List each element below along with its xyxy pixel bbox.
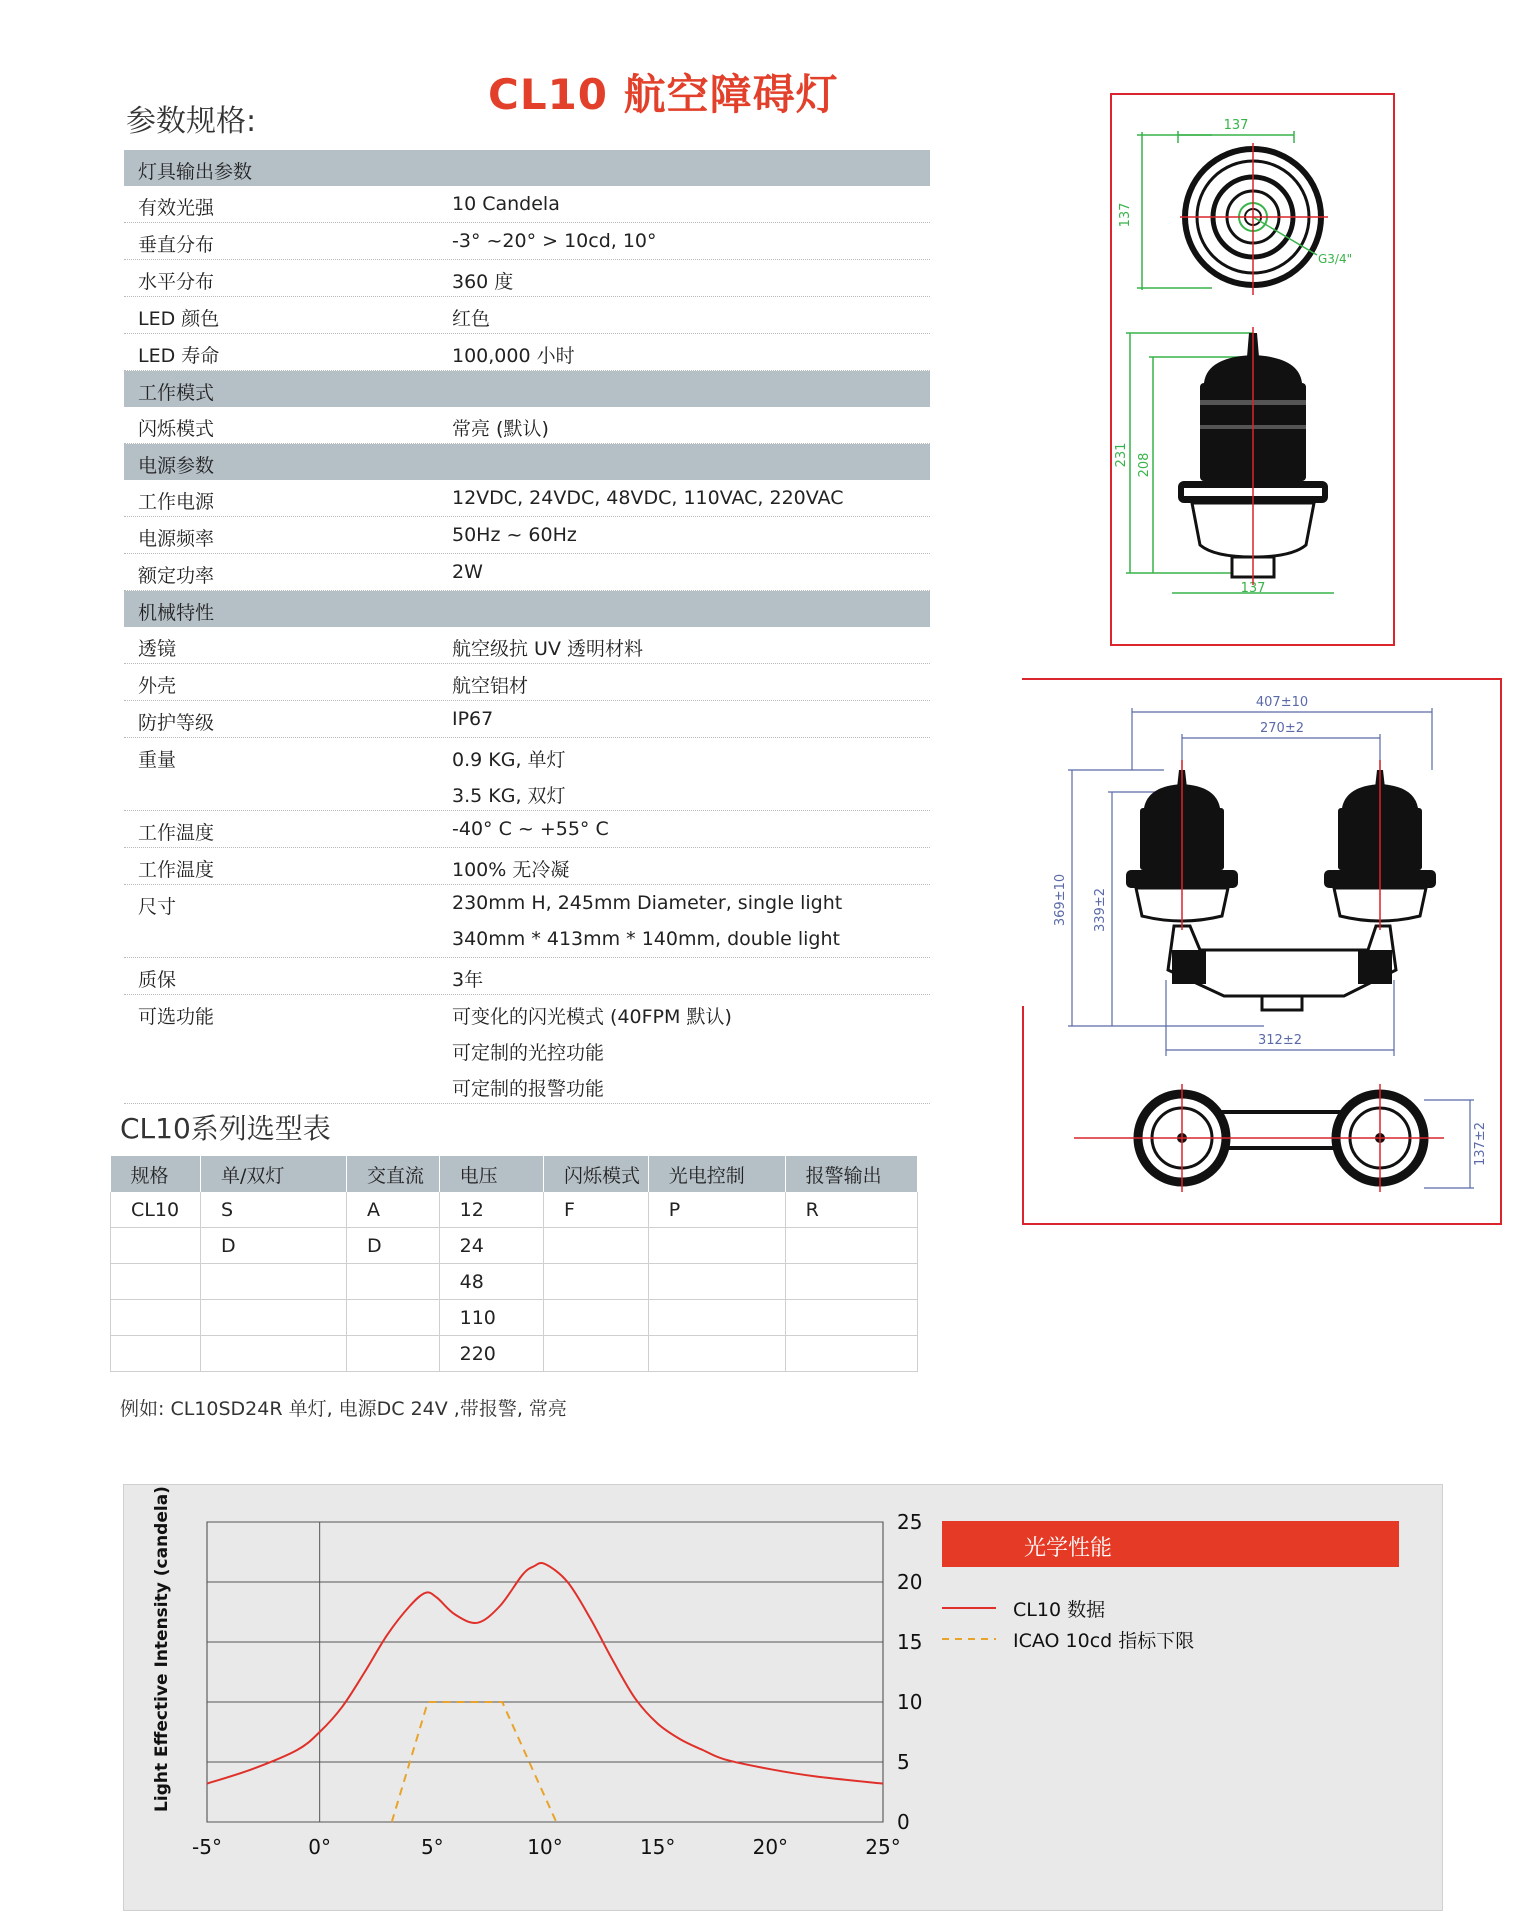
spec-value: 50Hz ~ 60Hz [452,524,577,546]
selection-cell: 24 [439,1228,543,1264]
selection-cell [543,1300,648,1336]
spec-value: 可定制的报警功能 [452,1078,605,1100]
selection-example: 例如: CL10SD24R 单灯, 电源DC 24V ,带报警, 常亮 [120,1398,567,1420]
selection-row [111,1300,918,1336]
spec-value: 2W [452,561,483,583]
spec-row [124,627,930,664]
x-tick-label: 0° [308,1835,332,1859]
selection-cell: 48 [439,1264,543,1300]
spec-value: 可变化的闪光模式 (40FPM 默认) [452,1006,732,1028]
selection-cell: R [785,1192,917,1228]
chart-title-bar [942,1521,1399,1567]
spec-label: 工作温度 [138,822,215,844]
y-tick-label: 10 [897,1690,923,1714]
spec-row [124,921,930,958]
page-title: CL10 航空障碍灯 [488,70,839,119]
selection-cell [346,1336,439,1372]
selection-row [111,1192,918,1228]
spec-label: 外壳 [138,675,177,697]
spec-label: LED 颜色 [138,308,220,330]
spec-row [124,480,930,517]
dim-top-height: 137 [1118,202,1133,228]
spec-row [124,186,930,223]
selection-cell [648,1300,785,1336]
dim-double-h2: 339±2 [1093,888,1108,932]
spec-value: 0.9 KG, 单灯 [452,749,566,771]
selection-cell [648,1228,785,1264]
spec-label: 电源频率 [138,528,215,550]
y-tick-label: 5 [897,1750,910,1774]
selection-cell: CL10 [111,1192,201,1228]
spec-label: 质保 [138,969,177,991]
selection-cell [648,1264,785,1300]
selection-cell [346,1264,439,1300]
selection-header-cell: 电压 [439,1156,543,1192]
spec-label: 灯具输出参数 [138,161,253,183]
selection-cell [543,1336,648,1372]
double-light-front-view [1053,695,1436,1056]
selection-cell: A [346,1192,439,1228]
x-tick-label: 15° [639,1835,676,1859]
spec-label: 水平分布 [138,271,215,293]
selection-header-cell: 光电控制 [648,1156,785,1192]
selection-cell: P [648,1192,785,1228]
selection-header-cell: 交直流 [346,1156,439,1192]
spec-row [124,995,930,1031]
spec-section-header [124,444,930,480]
selection-cell [200,1264,346,1300]
spec-table [124,150,930,1104]
selection-cell [785,1300,917,1336]
double-light-top-view [1074,1084,1488,1192]
spec-row [124,1067,930,1104]
selection-cell [785,1336,917,1372]
selection-row [111,1264,918,1300]
selection-header-cell: 规格 [111,1156,201,1192]
double-light-drawing [1024,680,1500,1221]
chart-title: 光学性能 [1024,1536,1113,1561]
spec-value: 3.5 KG, 双灯 [452,785,566,807]
spec-row [124,334,930,371]
selection-cell: S [200,1192,346,1228]
spec-value: -3° ~20° > 10cd, 10° [452,230,657,252]
chart-ylabel: Light Effective Intensity (candela) [152,1486,172,1812]
dim-thread: G3/4" [1318,252,1353,266]
single-light-side-view [1114,327,1334,596]
selection-cell [111,1264,201,1300]
spec-row [124,297,930,334]
spec-label: 可选功能 [138,1006,215,1028]
dim-double-w3: 312±2 [1258,1033,1302,1048]
spec-value: 100,000 小时 [452,345,575,367]
spec-row [124,1031,930,1067]
spec-section-header [124,371,930,407]
legend-swatches [942,1594,1002,1654]
spec-row [124,774,930,811]
selection-heading: CL10系列选型表 [120,1112,331,1145]
spec-label: 工作电源 [138,491,215,513]
spec-row [124,554,930,591]
y-tick-label: 15 [897,1630,923,1654]
spec-row [124,848,930,885]
dim-top-width: 137 [1223,118,1249,133]
selection-row [111,1228,918,1264]
spec-row [124,885,930,921]
spec-value: 230mm H, 245mm Diameter, single light [452,892,843,914]
dim-side-h1: 231 [1114,442,1129,468]
selection-table [110,1156,918,1372]
selection-cell: 12 [439,1192,543,1228]
spec-label: 重量 [138,749,177,771]
spec-label: 工作温度 [138,859,215,881]
spec-label: 电源参数 [138,455,215,477]
spec-label: 闪烁模式 [138,418,215,440]
spec-label: 尺寸 [138,896,177,918]
dim-double-w2: 270±2 [1260,721,1304,736]
spec-value: 航空级抗 UV 透明材料 [452,638,643,660]
selection-cell: D [200,1228,346,1264]
selection-cell [543,1228,648,1264]
selection-cell [543,1264,648,1300]
params-heading: 参数规格: [126,104,257,139]
spec-section-header [124,150,930,186]
selection-header-cell: 闪烁模式 [543,1156,648,1192]
x-tick-label: 25° [865,1835,901,1859]
dim-double-h1: 369±10 [1053,873,1068,927]
spec-value: 12VDC, 24VDC, 48VDC, 110VAC, 220VAC [452,487,844,509]
spec-value: 可定制的光控功能 [452,1042,605,1064]
spec-value: 100% 无冷凝 [452,859,570,881]
selection-header-cell: 报警输出 [785,1156,917,1192]
selection-cell: 110 [439,1300,543,1336]
dim-side-h2: 208 [1137,452,1152,478]
spec-row [124,701,930,738]
selection-cell [785,1228,917,1264]
selection-cell: 220 [439,1336,543,1372]
selection-row [111,1336,918,1372]
spec-label: 工作模式 [138,382,215,404]
single-light-top-view [1118,118,1352,295]
selection-cell [648,1336,785,1372]
spec-row [124,260,930,297]
dim-double-depth: 137±2 [1473,1122,1488,1166]
selection-cell [346,1300,439,1336]
y-tick-label: 25 [897,1510,923,1534]
spec-label: LED 寿命 [138,345,220,367]
spec-row [124,958,930,995]
selection-header-cell: 单/双灯 [200,1156,346,1192]
spec-row [124,223,930,260]
single-light-drawing [1112,95,1391,642]
x-tick-label: 20° [752,1835,789,1859]
selection-cell: D [346,1228,439,1264]
spec-label: 额定功率 [138,565,215,587]
x-tick-label: 10° [527,1835,563,1859]
selection-cell [200,1300,346,1336]
x-tick-label: -5° [192,1835,222,1859]
selection-cell [200,1336,346,1372]
spec-value: 340mm * 413mm * 140mm, double light [452,928,840,950]
selection-cell [111,1336,201,1372]
y-tick-label: 20 [897,1570,923,1594]
spec-row [124,517,930,554]
spec-label: 垂直分布 [138,234,215,256]
legend-label-cl10: CL10 数据 [1013,1599,1106,1621]
spec-value: 10 Candela [452,193,560,215]
spec-value: -40° C ~ +55° C [452,818,609,840]
spec-row [124,407,930,444]
spec-value: 3年 [452,969,484,991]
selection-cell [111,1228,201,1264]
selection-cell: F [543,1192,648,1228]
spec-section-header [124,591,930,627]
spec-label: 防护等级 [138,712,215,734]
spec-value: 航空铝材 [452,675,529,697]
spec-value: IP67 [452,708,494,730]
spec-label: 透镜 [138,638,177,660]
selection-cell [111,1300,201,1336]
spec-row [124,738,930,774]
legend-label-icao: ICAO 10cd 指标下限 [1013,1630,1195,1652]
spec-value: 360 度 [452,271,514,293]
spec-value: 红色 [452,308,491,330]
spec-label: 机械特性 [138,602,215,624]
spec-row [124,811,930,848]
x-tick-label: 5° [420,1835,444,1859]
selection-cell [785,1264,917,1300]
dim-side-width: 137 [1240,581,1266,596]
y-tick-label: 0 [897,1810,910,1834]
plot-frame [207,1522,883,1822]
plot-grid [207,1522,883,1822]
spec-value: 常亮 (默认) [452,418,549,440]
dim-double-w1: 407±10 [1255,695,1309,710]
spec-label: 有效光强 [138,197,215,219]
spec-row [124,664,930,701]
